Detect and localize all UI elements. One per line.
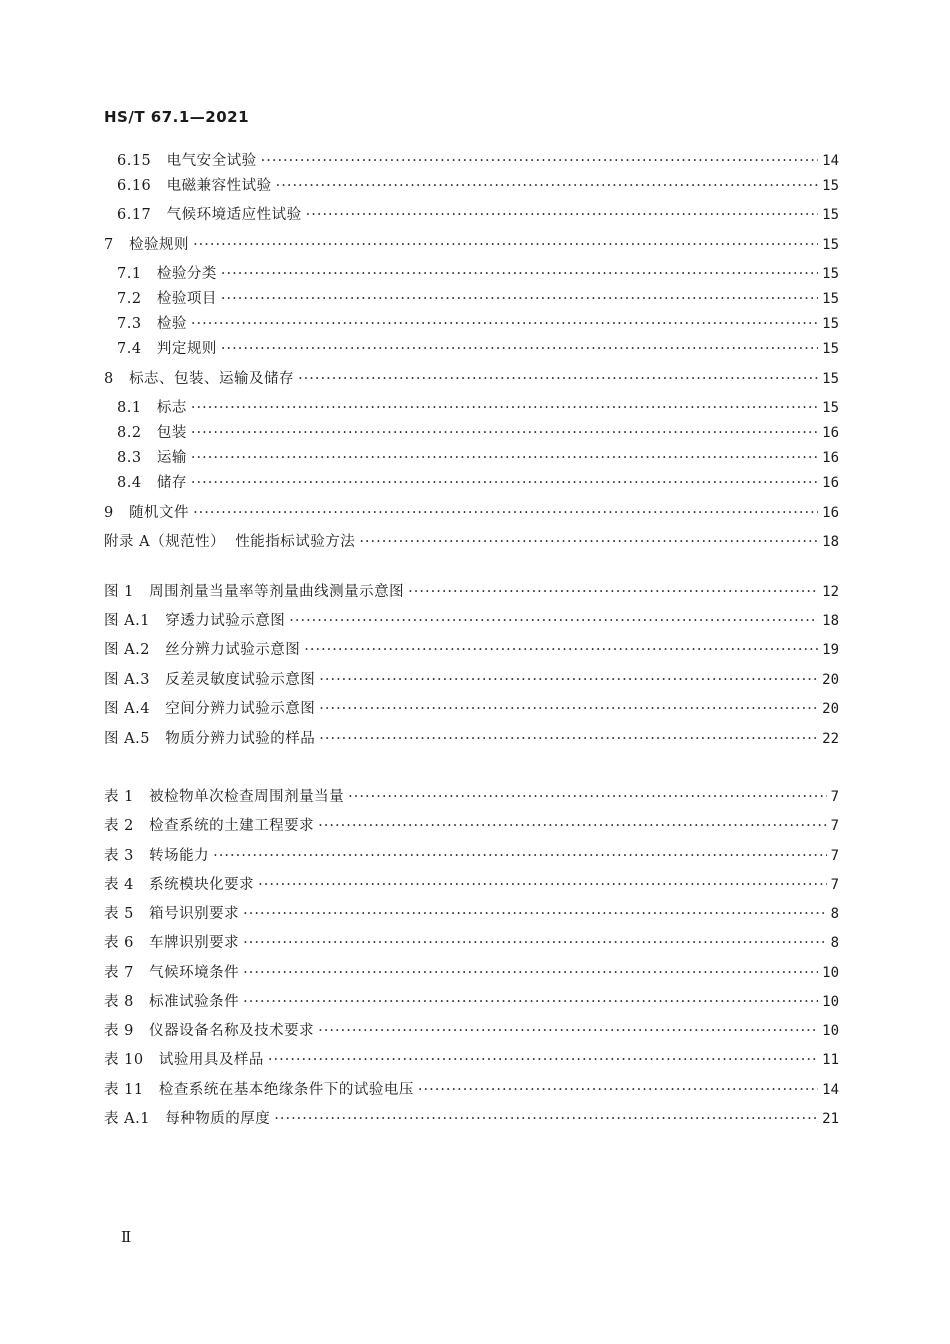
table-entry-title: 气候环境条件 bbox=[149, 965, 240, 981]
toc-entry-number: 7 bbox=[104, 237, 114, 253]
toc-entry[interactable] bbox=[117, 339, 839, 359]
toc-entry[interactable] bbox=[104, 503, 839, 523]
table-entry-title: 被检物单次检查周围剂量当量 bbox=[149, 789, 345, 805]
toc-entry-page: 16 bbox=[822, 475, 839, 491]
table-entry-title: 箱号识别要求 bbox=[149, 906, 240, 922]
dot-leader bbox=[359, 532, 818, 552]
table-entry-number: 表 2 bbox=[104, 818, 134, 834]
dot-leader bbox=[298, 369, 818, 389]
toc-entry-number: 8.2 bbox=[117, 425, 142, 441]
toc-entry[interactable] bbox=[117, 473, 839, 493]
toc-entry-title: 检验 bbox=[156, 316, 187, 332]
table-entry[interactable] bbox=[104, 875, 839, 895]
dot-leader bbox=[191, 473, 818, 493]
toc-entry[interactable] bbox=[104, 369, 839, 389]
dot-leader bbox=[319, 729, 818, 749]
dot-leader bbox=[191, 423, 818, 443]
dot-leader bbox=[191, 448, 818, 468]
toc-entry[interactable] bbox=[117, 398, 839, 418]
toc-entry-title: 电磁兼容性试验 bbox=[166, 178, 272, 194]
toc-entry-page: 14 bbox=[822, 153, 839, 169]
figure-entry-page: 20 bbox=[822, 701, 839, 717]
table-entry-title: 检查系统在基本绝缘条件下的试验电压 bbox=[158, 1082, 414, 1098]
table-entry[interactable] bbox=[104, 787, 839, 807]
dot-leader bbox=[243, 963, 818, 983]
toc-entry-page: 16 bbox=[822, 425, 839, 441]
toc-entry[interactable] bbox=[117, 314, 839, 334]
table-entry[interactable] bbox=[104, 1109, 839, 1129]
toc-entry-title: 包装 bbox=[156, 425, 187, 441]
toc-entry-title: 标志 bbox=[156, 400, 187, 416]
toc-entry-page: 15 bbox=[822, 400, 839, 416]
toc-entry[interactable] bbox=[117, 289, 839, 309]
dot-leader bbox=[213, 846, 826, 866]
toc-entry-title: 标志、包装、运输及储存 bbox=[129, 371, 295, 387]
toc-entry[interactable] bbox=[104, 235, 839, 255]
toc-entry-title: 储存 bbox=[156, 475, 187, 491]
dot-leader bbox=[193, 235, 818, 255]
toc-entry-number: 附录 A（规范性） bbox=[104, 534, 226, 550]
table-entry-page: 7 bbox=[830, 789, 839, 805]
toc-entry-number: 8 bbox=[104, 371, 114, 387]
toc-entry-title: 检验规则 bbox=[129, 237, 190, 253]
toc-entry-title: 随机文件 bbox=[129, 505, 190, 521]
figure-entry-page: 18 bbox=[822, 613, 839, 629]
table-entry-page: 8 bbox=[830, 935, 839, 951]
figure-entry-page: 12 bbox=[822, 584, 839, 600]
table-entry-number: 表 3 bbox=[104, 848, 134, 864]
toc-entry[interactable] bbox=[117, 264, 839, 284]
figure-entry-page: 19 bbox=[822, 642, 839, 658]
dot-leader bbox=[221, 264, 818, 284]
figure-entry-title: 丝分辨力试验示意图 bbox=[165, 642, 301, 658]
table-entry-title: 转场能力 bbox=[149, 848, 210, 864]
toc-entry-page: 15 bbox=[822, 371, 839, 387]
toc-entry[interactable] bbox=[117, 176, 839, 196]
table-entry-number: 表 4 bbox=[104, 877, 134, 893]
toc-entry-number: 7.1 bbox=[117, 266, 142, 282]
figure-entry-title: 周围剂量当量率等剂量曲线测量示意图 bbox=[149, 584, 405, 600]
dot-leader bbox=[289, 611, 818, 631]
table-entry[interactable] bbox=[104, 816, 839, 836]
figure-entry-title: 物质分辨力试验的样品 bbox=[165, 731, 316, 747]
figure-entry[interactable] bbox=[104, 640, 839, 660]
toc-entry-number: 7.4 bbox=[117, 341, 142, 357]
toc-entry-number: 7.2 bbox=[117, 291, 142, 307]
document-code: HS/T 67.1—2021 bbox=[104, 108, 250, 126]
table-entry[interactable] bbox=[104, 933, 839, 953]
figure-entry[interactable] bbox=[104, 611, 839, 631]
toc-entry-page: 16 bbox=[822, 505, 839, 521]
table-entry[interactable] bbox=[104, 904, 839, 924]
dot-leader bbox=[243, 933, 826, 953]
toc-entry-number: 6.16 bbox=[117, 178, 152, 194]
dot-leader bbox=[274, 1109, 818, 1129]
table-entry-title: 系统模块化要求 bbox=[149, 877, 255, 893]
table-entry-page: 10 bbox=[822, 994, 839, 1010]
toc-entry[interactable] bbox=[117, 205, 839, 225]
toc-entry-title: 气候环境适应性试验 bbox=[166, 207, 302, 223]
dot-leader bbox=[221, 339, 818, 359]
toc-entry-number: 8.3 bbox=[117, 450, 142, 466]
toc-entry-title: 判定规则 bbox=[156, 341, 217, 357]
dot-leader bbox=[258, 875, 826, 895]
figure-entry-title: 反差灵敏度试验示意图 bbox=[165, 672, 316, 688]
table-entry[interactable] bbox=[104, 963, 839, 983]
figure-entry-page: 22 bbox=[822, 731, 839, 747]
toc-entry-page: 15 bbox=[822, 291, 839, 307]
table-entry-title: 检查系统的土建工程要求 bbox=[149, 818, 315, 834]
toc-entry-page: 15 bbox=[822, 178, 839, 194]
toc-entry-number: 6.15 bbox=[117, 153, 152, 169]
dot-leader bbox=[418, 1080, 818, 1100]
dot-leader bbox=[261, 151, 819, 171]
table-entry-page: 7 bbox=[830, 877, 839, 893]
toc-entry[interactable] bbox=[117, 151, 839, 171]
dot-leader bbox=[319, 670, 818, 690]
toc-entry-title: 检验分类 bbox=[156, 266, 217, 282]
dot-leader bbox=[243, 992, 818, 1012]
table-entry-number: 表 9 bbox=[104, 1023, 134, 1039]
figure-entry-title: 空间分辨力试验示意图 bbox=[165, 701, 316, 717]
toc-entry-title: 运输 bbox=[156, 450, 187, 466]
toc-entry-page: 15 bbox=[822, 207, 839, 223]
table-entry-title: 试验用具及样品 bbox=[158, 1052, 264, 1068]
dot-leader bbox=[243, 904, 826, 924]
toc-entry-title: 检验项目 bbox=[156, 291, 217, 307]
table-entry-title: 仪器设备名称及技术要求 bbox=[149, 1023, 315, 1039]
table-entry-page: 10 bbox=[822, 1023, 839, 1039]
dot-leader bbox=[268, 1050, 818, 1070]
figure-entry-number: 图 A.3 bbox=[104, 672, 150, 688]
toc-entry-page: 16 bbox=[822, 450, 839, 466]
table-entry-number: 表 1 bbox=[104, 789, 134, 805]
toc-entry-title: 电气安全试验 bbox=[166, 153, 257, 169]
figure-entry[interactable] bbox=[104, 582, 839, 602]
table-entry-number: 表 5 bbox=[104, 906, 134, 922]
dot-leader bbox=[318, 1021, 818, 1041]
dot-leader bbox=[408, 582, 818, 602]
figure-entry-title: 穿透力试验示意图 bbox=[165, 613, 286, 629]
table-entry-page: 21 bbox=[822, 1111, 839, 1127]
table-entry-number: 表 8 bbox=[104, 994, 134, 1010]
figure-entry-page: 20 bbox=[822, 672, 839, 688]
table-entry-number: 表 10 bbox=[104, 1052, 144, 1068]
dot-leader bbox=[191, 398, 818, 418]
table-entry-number: 表 7 bbox=[104, 965, 134, 981]
toc-entry-page: 18 bbox=[822, 534, 839, 550]
dot-leader bbox=[191, 314, 818, 334]
toc-entry[interactable] bbox=[104, 532, 839, 552]
figure-entry[interactable] bbox=[104, 729, 839, 749]
figure-entry[interactable] bbox=[104, 670, 839, 690]
figure-entry-number: 图 A.4 bbox=[104, 701, 150, 717]
toc-entry-number: 8.4 bbox=[117, 475, 142, 491]
dot-leader bbox=[348, 787, 826, 807]
table-entry-page: 11 bbox=[822, 1052, 839, 1068]
dot-leader bbox=[319, 699, 818, 719]
table-entry[interactable] bbox=[104, 1050, 839, 1070]
figure-entry-number: 图 A.1 bbox=[104, 613, 150, 629]
toc-entry-page: 15 bbox=[822, 237, 839, 253]
dot-leader bbox=[221, 289, 818, 309]
table-entry[interactable] bbox=[104, 1021, 839, 1041]
table-entry-number: 表 A.1 bbox=[104, 1111, 150, 1127]
table-entry-number: 表 6 bbox=[104, 935, 134, 951]
toc-entry[interactable] bbox=[117, 448, 839, 468]
toc-entry-page: 15 bbox=[822, 341, 839, 357]
table-entry[interactable] bbox=[104, 992, 839, 1012]
toc-entry-number: 9 bbox=[104, 505, 114, 521]
toc-entry-page: 15 bbox=[822, 266, 839, 282]
table-entry[interactable] bbox=[104, 846, 839, 866]
table-entry-page: 8 bbox=[830, 906, 839, 922]
dot-leader bbox=[304, 640, 818, 660]
dot-leader bbox=[318, 816, 826, 836]
table-entry-number: 表 11 bbox=[104, 1082, 144, 1098]
dot-leader bbox=[193, 503, 818, 523]
toc-entry[interactable] bbox=[117, 423, 839, 443]
toc-entry-title: 性能指标试验方法 bbox=[235, 534, 356, 550]
table-entry-title: 每种物质的厚度 bbox=[165, 1111, 271, 1127]
table-entry-page: 14 bbox=[822, 1082, 839, 1098]
figure-entry[interactable] bbox=[104, 699, 839, 719]
toc-entry-page: 15 bbox=[822, 316, 839, 332]
dot-leader bbox=[276, 176, 819, 196]
toc-entry-number: 7.3 bbox=[117, 316, 142, 332]
table-entry-page: 7 bbox=[830, 848, 839, 864]
toc-entry-number: 8.1 bbox=[117, 400, 142, 416]
figure-entry-number: 图 1 bbox=[104, 584, 134, 600]
dot-leader bbox=[306, 205, 819, 225]
toc-entry-number: 6.17 bbox=[117, 207, 152, 223]
figure-entry-number: 图 A.2 bbox=[104, 642, 150, 658]
table-entry[interactable] bbox=[104, 1080, 839, 1100]
figure-entry-number: 图 A.5 bbox=[104, 731, 150, 747]
page-number: Ⅱ bbox=[121, 1228, 132, 1246]
table-entry-page: 10 bbox=[822, 965, 839, 981]
table-entry-title: 车牌识别要求 bbox=[149, 935, 240, 951]
table-entry-title: 标准试验条件 bbox=[149, 994, 240, 1010]
table-entry-page: 7 bbox=[830, 818, 839, 834]
